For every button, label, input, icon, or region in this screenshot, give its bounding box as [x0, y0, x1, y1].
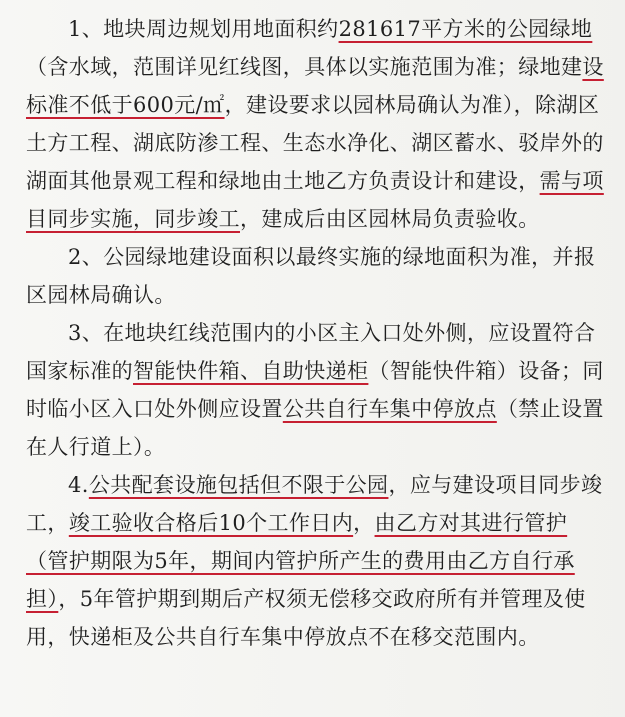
paragraph-4-underlined-facilities: 公共配套设施包括但不限于公园 — [88, 473, 389, 497]
paragraph-4-part-1: 4. — [68, 473, 89, 497]
paragraph-4 — [26, 466, 607, 656]
paragraph-1-part-5: ，建设要求以园林局确认为准），除湖区土方工程、湖底防渗工程、生态水净化、湖区蓄水、驳岸外的湖面其他景观工程和绿地由土地乙方负责设计和建设， — [26, 93, 604, 193]
paragraph-1 — [26, 10, 607, 238]
paragraph-3-underlined-bicycles: 公共自行车集中停放点 — [282, 397, 497, 421]
paragraph-2-text: 2、公园绿地建设面积以最终实施的绿地面积为准，并报区园林局确认。 — [26, 245, 596, 307]
paragraph-1-underlined-area: 281617平方米的公园绿地 — [338, 17, 593, 41]
paragraph-4-underlined-maintenance: 由乙方对其进行管护（管护期限为5年，期间内管护所产生的费用由乙方自行承担） — [26, 511, 575, 611]
paragraph-2 — [26, 238, 607, 314]
paragraph-3-part-3: （智能快件箱）设备；同时临小区入口处外侧应设置 — [26, 359, 604, 421]
paragraph-3-underlined-lockers: 智能快件箱、自助快递柜 — [133, 359, 369, 383]
paragraph-1-part-7: ，建成后由区园林局负责验收。 — [240, 207, 540, 231]
paragraph-3-part-5: （禁止设置在人行道上）。 — [26, 397, 604, 459]
paragraph-1-part-3: （含水域，范围详见红线图，具体以实施范围为准；绿地建 — [26, 55, 583, 79]
paragraph-4-underlined-acceptance: 竣工验收合格后10个工作日内 — [68, 511, 354, 535]
paragraph-4-part-3: ，应与建设项目同步竣工， — [26, 473, 603, 535]
paragraph-3-part-1: 3、在地块红线范围内的小区主入口处外侧，应设置符合国家标准的 — [26, 321, 596, 383]
paragraph-3 — [26, 314, 607, 466]
paragraph-1-underlined-sync: 需与项目同步实施，同步竣工 — [26, 169, 604, 231]
paragraph-1-part-1: 1、地块周边规划用地面积约 — [68, 17, 339, 41]
paragraph-4-part-7: ，5年管护期到期后产权须无偿移交政府所有并管理及使用，快递柜及公共自行车集中停放点不在移交范围内。 — [26, 587, 586, 649]
paragraph-1-underlined-standard: 设标准不低于600元/㎡ — [26, 55, 604, 117]
paragraph-4-part-5: ， — [353, 511, 375, 535]
